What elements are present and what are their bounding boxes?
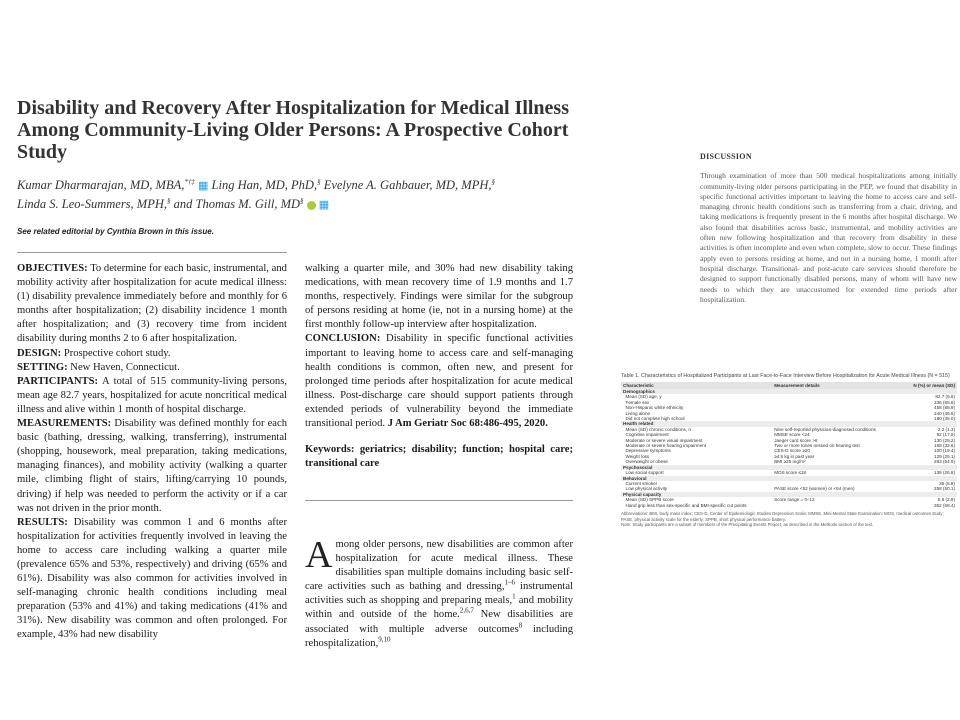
author-gill: and Thomas M. Gill, MD	[173, 197, 301, 211]
orcid-icon	[307, 201, 316, 210]
affiliation-marks: §	[167, 196, 171, 205]
table-header-row	[621, 382, 957, 389]
table-cell: 336 (65.6)	[934, 399, 955, 405]
keywords: Keywords: geriatrics; disability; function; hospital care; transitional care	[305, 444, 573, 470]
table-cell: Two or more tones missed on hearing test	[774, 443, 860, 449]
table-cell: Cognitive impairment	[623, 432, 669, 438]
twitter-icon: ▦	[197, 180, 209, 192]
abstract-conclusion: CONCLUSION: Disability in specific functional activities important to leaving home to access care and self-managing health conditions is common, often new, and present for prolonged time periods after hospitalization for acute medical illness. Post-discharge care should support patients through extended periods of vulnerability beyond the immediate transitional period. J Am Geriatr Soc 68:486-495, 2020.	[305, 333, 573, 430]
table-cell: 458 (88.9)	[934, 405, 955, 411]
table-cell: Living alone	[623, 410, 651, 416]
table-cell: Health related	[621, 421, 772, 426]
author-line-1	[17, 176, 597, 195]
abstract-objectives: OBJECTIVES: To determine for each basic, instrumental, and mobility activity after hospitalization for acute medical illness: (1) disability prevalence immediately before and monthly for 6 months after hospitalization; (2) disability incidence 1 month after hospitalization; and (3) recovery time from incident disability during months 2 to 6 after hospitalization.	[17, 263, 287, 345]
table-cell: 92 (17.9)	[936, 432, 955, 438]
table-cell: Behavioral	[621, 476, 772, 481]
table-cell: Moderate or severe visual impairment	[623, 437, 703, 443]
article-title: Disability and Recovery After Hospitalization for Medical Illness Among Community-Living Older Persons: A Prospective Cohort Study	[17, 97, 570, 163]
abstract-setting: SETTING: New Haven, Connecticut.	[17, 361, 180, 373]
table-cell: MOS score ≤18	[774, 470, 807, 476]
affiliation-marks: §	[491, 177, 495, 186]
table-cell: 100 (19.4)	[934, 448, 955, 454]
table-cell: Low social support	[623, 470, 664, 476]
table-cell: 129 (25.1)	[934, 453, 955, 459]
table-cell: 130 (25.2)	[934, 437, 955, 443]
table-cell: 82.7 (5.6)	[935, 394, 955, 400]
characteristics-table	[621, 382, 957, 508]
affiliation-marks: §	[300, 196, 304, 205]
table-cell: Hand grip less than sex-specific and BMI-specific cut points	[623, 502, 747, 508]
table-cell: 5.6 (2.8)	[937, 497, 955, 503]
table-cell: Demographics	[621, 389, 772, 394]
table-1	[621, 373, 957, 528]
table-footnote-abbreviations: Abbreviations: BMI, body mass index; CES-D, Center of Epidemiologic Studies Depression Scale; MMSE, Mini-Mental State Examination; MOS, medical outcomes study; PASE, physical activity scale for the elderly; SPPB, short physical performance battery.	[621, 510, 944, 522]
table-cell: Mean (SD) chronic conditions, n	[623, 426, 691, 432]
table-cell: PASE score <52 (women) or <64 (men)	[774, 486, 855, 492]
table-cell: 2.2 (1.3)	[937, 426, 955, 432]
table-cell: Psychosocial	[621, 465, 772, 470]
table-cell: 352 (68.4)	[934, 502, 955, 508]
table-caption: Table 1. Characteristics of Hospitalized Participants at Last Face-to-Face Interview Before Hospitalization for Acute Medical Illness (N = 515)	[621, 373, 950, 379]
discussion-text: Through examination of more than 500 medical hospitalizations among initially community-living older persons participating in the PEP, we found that disability in specific functional activities important to leaving the home to access care and self-managing chronic health conditions such as transferring from a chair, driving, and taking medications is frequently present in the 6 months after hospital discharge. We also found that disabilities across basic, instrumental, and mobility activities are often new following hospitalization and that recovery from disability in these activities is often incomplete and even when complete, slow to occur. These findings apply even to persons residing at home, and not in a nursing home, 1 month after hospital discharge. Transitional- and post-acute care services should therefore be designed to support functionally disabled persons, many of whom will have new needs to which they are unaccustomed for extended time periods after hospitalization.	[700, 171, 957, 304]
table-cell: Jaeger card score >6	[774, 437, 818, 443]
table-cell: Female sex	[623, 399, 650, 405]
abstract-measurements: MEASUREMENTS: Disability was defined monthly for each basic (bathing, dressing, walking, transferring), instrumental (shopping, housework, meal preparation, taking medications, managing finances), and mobility activity (walking a quarter mile, climbing flight of stairs, lifting/carrying 10 pounds, driving) if help was needed to perform the activity or if a car was not driven in the prior month.	[17, 418, 287, 514]
table-cell: Weight loss	[623, 453, 650, 459]
table-cell: Characteristic	[621, 382, 772, 389]
abstract-column-left	[17, 262, 287, 643]
drop-cap: A	[305, 534, 333, 576]
abstract-column-right	[305, 262, 573, 471]
table-cell: MMSE score <24	[774, 432, 810, 438]
table-footnote-note: Note: Study participants are a subset of members of the Precipitating Events Project, as described in the Methods section of the text.	[621, 522, 874, 528]
author-line-2	[17, 195, 597, 214]
table-cell: Score range = 0–12	[774, 497, 815, 503]
table-cell: ≥4.5 kg in past year	[774, 453, 815, 459]
table-cell: Overweight or obese	[623, 459, 668, 465]
table-cell: CES-D score ≥20	[774, 448, 810, 454]
abstract-results-continued: walking a quarter mile, and 30% had new disability taking medications, with mean recovery time of 1.9 months and 1.7 months, respectively. Findings were similar for the subgroup of persons residing at home (ie, not in a nursing home) at the first monthly follow-up interview after hospitalization.	[305, 263, 573, 331]
table-cell: 180 (35.0)	[934, 416, 955, 422]
intro-paragraph: Among older persons, new disabilities are common after hospitalization for acute medical illness. These disabilities span multiple domains including basic self-care activities such as bathing and dressing,$^{1-6}$ instrumental activities such as shopping and preparing meals,$^1$ and mobility within and outside of the home.$^{2,6,7}$ New disabilities are associated with multiple adverse outcomes$^8$ including rehospitalization,$^{9,10}$	[305, 534, 574, 649]
table-cell: Non-Hispanic white ethnicity	[623, 405, 684, 411]
table-cell: Depressive symptoms	[623, 448, 671, 454]
table-cell: Physical capacity	[621, 492, 772, 497]
abstract-results: RESULTS: Disability was common 1 and 6 months after hospitalization for activities frequently involved in leaving the home to access care including walking a quarter mile (prevalence 65% and 53%, respectively) and driving (65% and 61%). Disability was also common for activities involved in self-managing chronic health conditions including meal preparation (53% and 41%) and taking medications (41% and 31%). New disability was common and often prolonged. For example, 43% had new disability	[17, 516, 287, 641]
abstract-participants: PARTICIPANTS: A total of 515 community-living persons, mean age 82.7 years, hospitalized for acute noncritical medical illness and alive within 1 month of hospital discharge.	[17, 375, 287, 415]
abstract-design: DESIGN: Prospective cohort study.	[17, 347, 171, 359]
table-cell: Current smoker	[623, 480, 658, 486]
author-gahbauer: Evelyne A. Gahbauer, MD, MPH,	[323, 178, 492, 192]
related-editorial-note: See related editorial by Cynthia Brown in this issue.	[17, 227, 214, 236]
table-cell: Moderate or severe hearing impairment	[623, 443, 706, 449]
table-cell: 240 (46.6)	[934, 410, 955, 416]
table-cell: 138 (26.8)	[934, 470, 955, 476]
affiliation-marks: *†‡	[184, 177, 195, 186]
author-leo-summers: Linda S. Leo-Summers, MPH,	[17, 197, 167, 211]
author-list	[17, 176, 597, 214]
table-row	[621, 503, 957, 508]
discussion-heading: DISCUSSION	[700, 152, 752, 161]
table-cell: N (%) or mean (SD)	[900, 382, 957, 389]
author-han: Ling Han, MD, PhD,	[211, 178, 318, 192]
table-cell: Low physical activity	[623, 486, 668, 492]
table-cell: Mean (SD) SPPB score	[623, 497, 674, 503]
discussion-section	[700, 152, 957, 305]
table-cell	[772, 503, 900, 508]
twitter-icon: ▦	[318, 199, 330, 211]
table-cell: 35 (6.8)	[939, 480, 955, 486]
table-cell: Mean (SD) age, y	[623, 394, 662, 400]
table-cell: Measurement details	[772, 382, 900, 389]
table-cell: 258 (50.1)	[934, 486, 955, 492]
table-cell: Did not complete high school	[623, 416, 685, 422]
affiliation-marks: §	[317, 177, 321, 186]
table-cell: 168 (32.6)	[934, 443, 955, 449]
table-cell: BMI ≥25 mg/m²	[774, 459, 806, 465]
abstract-rule-left	[17, 252, 287, 253]
table-cell: 263 (54.9)	[934, 459, 955, 465]
abstract-rule-right	[305, 500, 573, 501]
table-cell: Nine self-reported physician-diagnosed conditions	[774, 426, 876, 432]
author-dharmarajan: Kumar Dharmarajan, MD, MBA,	[17, 178, 185, 192]
